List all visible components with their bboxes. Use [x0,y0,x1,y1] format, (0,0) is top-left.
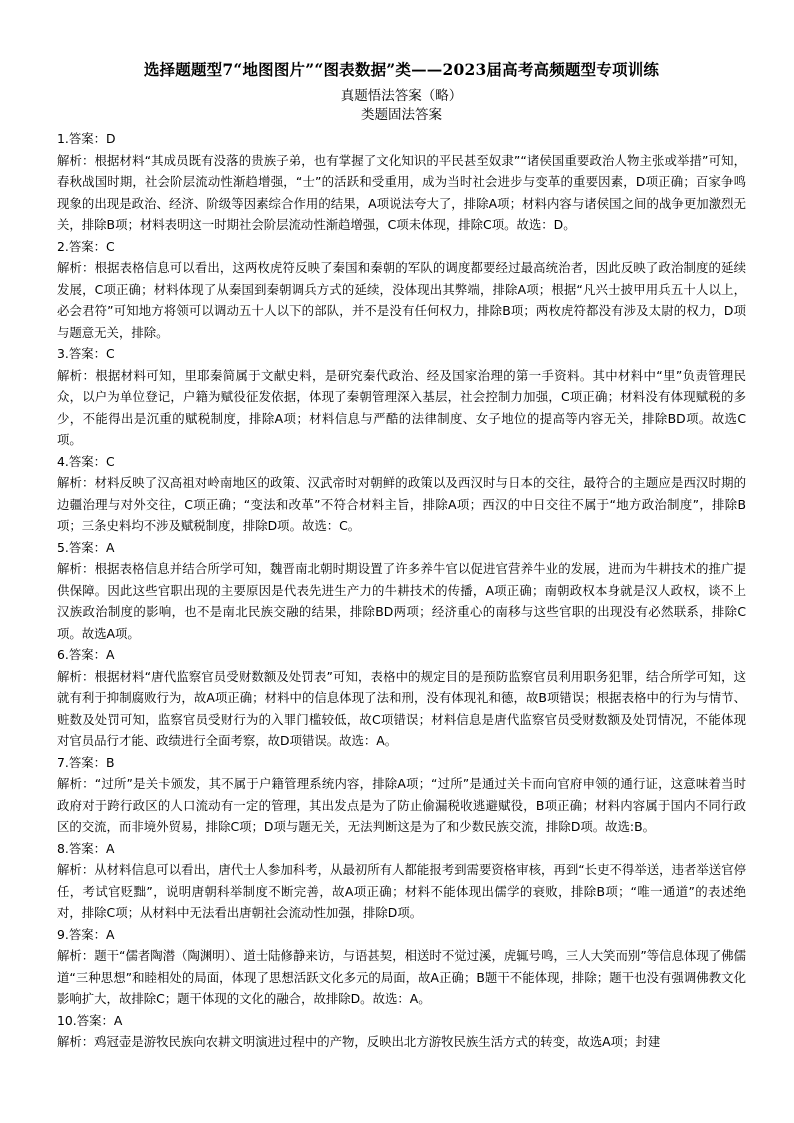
answer-line: 5.答案：A [57,539,115,555]
explanation-text: 解析：材料反映了汉高祖对岭南地区的政策、汉武帝时对朝鲜的政策以及西汉时与日本的交往，最符合的主题应是西汉时期的边疆治理与对外交往，C项正确；“变法和改革”不符合材料主旨，排除A项；西汉的中日交往不属于“地方政治制度”，排除B项；三条史料均不涉及赋税制度，排除D项。故选：C。 [57,475,746,533]
answer-list [57,128,746,1053]
answer-line: 1.答案：D [57,131,116,146]
answer-item-6 [57,644,746,752]
answer-item-1 [57,128,746,236]
explanation-text: 解析：从材料信息可以看出，唐代士人参加科考，从最初所有人都能报考到需要资格审核，再到“长吏不得举送，违者举送官停任，考试官贬黜”，说明唐朝科举制度不断完善，故A项正确；材料不能体现出儒学的衰败，排除B项；“唯一通道”的表述绝对，排除C项；从材料中无法看出唐朝社会流动性加强，排除D项。 [57,862,746,920]
answer-line: 4.答案：C [57,453,115,469]
explanation-text: 解析：根据表格信息并结合所学可知，魏晋南北朝时期设置了许多养牛官以促进官营养牛业的发展，进而为牛耕技术的推广提供保障。因此这些官职出现的主要原因是代表先进生产力的牛耕技术的传播，A项正确；南朝政权本身就是汉人政权，谈不上汉族政治制度的影响，也不是南北民族交融的结果，排除BD两项；经济重心的南移与这些官职的出现没有必然联系，排除C项。故选A项。 [57,561,746,641]
explanation-text: 解析：题干“儒者陶潜（陶渊明）、道士陆修静来访，与语甚契，相送时不觉过溪，虎辄号鸣，三人大笑而别”等信息体现了佛儒道“三种思想”和睦相处的局面，体现了思想活跃文化多元的局面，故A正确；B题干不能体现，排除；题干也没有强调佛教文化影响扩大，故排除C；题干体现的文化的融合，故排除D。故选：A。 [57,948,746,1006]
explanation-text: 解析：“过所”是关卡颁发，其不属于户籍管理系统内容，排除A项；“过所”是通过关卡而向官府申领的通行证，这意味着当时政府对于跨行政区的人口流动有一定的管理，其出发点是为了防止偷漏税收逃避赋役，B项正确；材料内容属于国内不同行政区的交流，而非境外贸易，排除C项；D项与题无关，无法判断这是为了和少数民族交流，排除D项。故选:B。 [57,776,746,834]
explanation-text: 解析：根据材料可知，里耶秦简属于文献史料，是研究秦代政治、经及国家治理的第一手资料。其中材料中“里”负责管理民众，以户为单位登记，户籍为赋役征发依据，体现了秦朝管理深入基层，社会控制力加强，C项正确；材料没有体现赋税的多少，不能得出是沉重的赋税制度，排除A项；材料信息与严酷的法律制度、女子地位的提高等内容无关，排除BD项。故选C项。 [57,367,746,447]
answer-line: 10.答案：A [57,1012,123,1028]
explanation-text: 解析：根据材料“其成员既有没落的贵族子弟，也有掌握了文化知识的平民甚至奴隶”“诸侯国重要政治人物主张或举措”可知，春秋战国时期，社会阶层流动性渐趋增强，“士”的活跃和受重用，成为当时社会进步与变革的重要因素，D项正确；百家争鸣现象的出现是政治、经济、阶级等因素综合作用的结果，A项说法夸大了，排除A项；材料内容与诸侯国之间的战争更加激烈无关，排除B项；材料表明这一时期社会阶层流动性渐趋增强，C项未体现，排除C项。故选：D。 [57,152,746,232]
explanation-text: 解析：鸡冠壶是游牧民族向农耕文明演进过程中的产物，反映出北方游牧民族生活方式的转变，故选A项；封建 [57,1034,661,1049]
answer-line: 6.答案：A [57,647,115,662]
answer-item-2 [57,236,746,344]
answer-item-7 [57,752,746,838]
answer-item-5 [57,537,746,645]
answer-line: 8.答案：A [57,840,115,856]
answer-line: 3.答案：C [57,346,115,361]
answer-item-8 [57,838,746,924]
answer-line: 9.答案：A [57,926,115,942]
answer-line: 7.答案：B [57,754,115,770]
answer-line: 2.答案：C [57,238,115,254]
answer-item-4 [57,451,746,537]
answer-item-3 [57,343,746,451]
answer-item-10 [57,1010,746,1053]
document-title: 选择题题型7“地图图片”“图表数据”类——2023届高考高频题型专项训练 [143,60,660,79]
answer-item-9 [57,924,746,1010]
section-heading-real-exam: 真题悟法答案（略） [340,88,463,104]
explanation-text: 解析：根据表格信息可以看出，这两枚虎符反映了秦国和秦朝的军队的调度都要经过最高统治者，因此反映了政治制度的延续发展，C项正确；材料体现了从秦国到秦朝调兵方式的延续，没体现出其弊端，排除A项；根据“凡兴士披甲用兵五十人以上，必会君符”可知地方将领可以调动五十人以下的部队，并不是没有任何权力，排除B项；两枚虎符都没有涉及太尉的权力，D项与题意无关，排除。 [57,260,746,340]
explanation-text: 解析：根据材料“唐代监察官员受财数额及处罚表”可知，表格中的规定目的是预防监察官员利用职务犯罪，结合所学可知，这就有利于抑制腐败行为，故A项正确；材料中的信息体现了法和刑，没有体现礼和德，故B项错误；根据表格中的行为与情节、赃数及处罚可知，监察官员受财行为的入罪门槛较低，故C项错误；材料信息是唐代监察官员受财数额及处罚情况，不能体现对官员品行才能、政绩进行全面考察，故D项错误。故选：A。 [57,668,746,748]
section-heading-practice: 类题固法答案 [361,107,442,123]
